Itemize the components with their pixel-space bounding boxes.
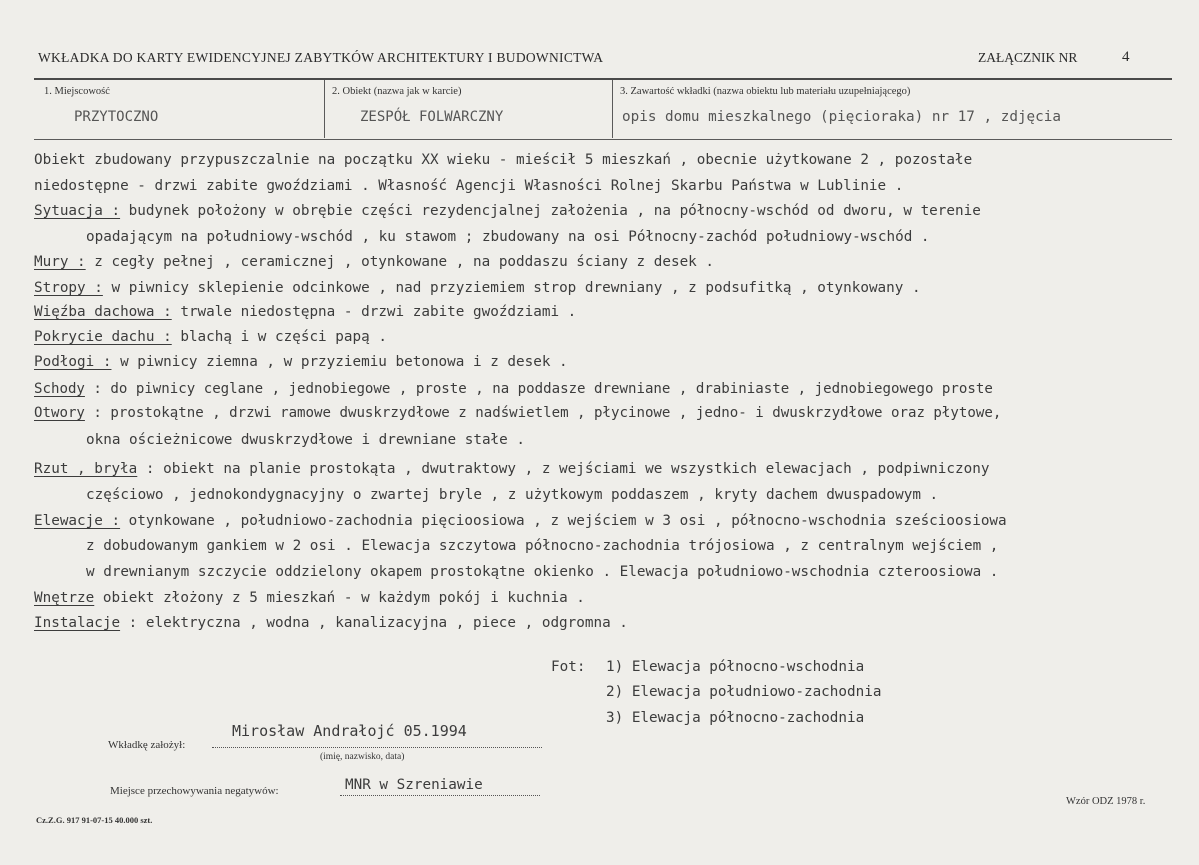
section-text: blachą i w części papą . [171, 329, 387, 345]
section-text: : do piwnicy ceglane , jednobiegowe , proste , na poddasze drewniane , drabiniaste , jednobiegowego proste [84, 381, 993, 397]
print-info: Cz.Z.G. 917 91-07-15 40.000 szt. [36, 815, 153, 825]
section-label: Otwory [34, 405, 85, 421]
section-walls [34, 254, 714, 270]
photos-label: Fot: [551, 659, 586, 675]
text-openings-line2: okna ościeżnicowe dwuskrzydłowe i drewniane stałe . [86, 432, 525, 448]
section-label: Stropy : [34, 280, 103, 296]
section-label: Mury : [34, 254, 86, 270]
text-intro-line2: niedostępne - drzwi zabite gwoździami . Własność Agencji Własności Rolnej Skarbu Państwa w Lublinie . [34, 178, 904, 194]
photo-item: 1) Elewacja północno-wschodnia [606, 659, 865, 675]
field-label-content: 3. Zawartość wkładki (nazwa obiektu lub materiału uzupełniającego) [620, 86, 911, 97]
attachment-number: 4 [1122, 49, 1130, 65]
section-label: Elewacje : [34, 513, 121, 529]
section-ceilings [34, 280, 921, 296]
prepared-by-label: Wkładkę założył: [108, 739, 186, 751]
section-text: w piwnicy ziemna , w przyziemiu betonowa i z desek . [111, 354, 568, 370]
section-label: Więźba dachowa : [34, 304, 172, 320]
section-stairs [34, 381, 993, 397]
section-text: w piwnicy sklepienie odcinkowe , nad przyziemiem strop drewniany , z podsufitką , otynkowany . [102, 280, 921, 296]
negatives-label: Miejsce przechowywania negatywów: [110, 785, 279, 797]
photo-item: 3) Elewacja północno-zachodnia [606, 710, 865, 726]
section-label: Wnętrze [34, 590, 95, 606]
section-interior [34, 590, 585, 606]
section-roof-truss [34, 304, 576, 320]
field-value-object: ZESPÓŁ FOLWARCZNY [360, 109, 504, 125]
section-label: Pokrycie dachu : [34, 329, 172, 345]
field-divider [324, 80, 325, 138]
section-label: Podłogi : [34, 354, 112, 370]
section-label: Rzut , bryła [34, 461, 138, 477]
photo-item: 2) Elewacja południowo-zachodnia [606, 684, 882, 700]
header-rule [34, 78, 1172, 80]
section-situation [34, 203, 981, 219]
section-text: : elektryczna , wodna , kanalizacyjna , piece , odgromna . [120, 615, 628, 631]
fields-rule [34, 139, 1172, 140]
field-divider [612, 80, 613, 138]
section-text: trwale niedostępna - drzwi zabite gwoździami . [171, 304, 577, 320]
text-intro-line1: Obiekt zbudowany przypuszczalnie na początku XX wieku - mieścił 5 mieszkań , obecnie użytkowane 2 , pozostałe [34, 152, 973, 168]
prepared-by-hint: (imię, nazwisko, data) [320, 752, 405, 762]
section-label: Instalacje [34, 615, 121, 631]
card-title: WKŁADKA DO KARTY EWIDENCYJNEJ ZABYTKÓW ARCHITEKTURY I BUDOWNICTWA [38, 50, 604, 65]
section-elevations [34, 513, 1007, 529]
prepared-by-value: Mirosław Andrałojć 05.1994 [232, 722, 467, 740]
text-plan-line2: częściowo , jednokondygnacyjny o zwartej bryle , z użytkowym poddaszem , kryty dachem dwuspadowym . [86, 487, 939, 503]
section-label: Schody [34, 381, 85, 397]
text-elevations-line2: z dobudowanym gankiem w 2 osi . Elewacja szczytowa północno-zachodnia trójosiowa , z centralnym wejściem , [86, 538, 999, 554]
text-situation-line2: opadającym na południowy-wschód , ku stawom ; zbudowany na osi Północny-zachód południowy-wschód . [86, 229, 930, 245]
attachment-label: ZAŁĄCZNIK NR [978, 50, 1078, 65]
field-value-locality: PRZYTOCZNO [74, 109, 159, 125]
section-text: : obiekt na planie prostokąta , dwutraktowy , z wejściami we wszystkich elewacjach , podpiwniczony [137, 461, 990, 477]
section-text: : prostokątne , drzwi ramowe dwuskrzydłowe z nadświetlem , płycinowe , jedno- i dwuskrzydłowe oraz płytowe, [84, 405, 1002, 421]
section-label: Sytuacja : [34, 203, 121, 219]
negatives-value: MNR w Szreniawie [345, 777, 483, 793]
section-plan [34, 461, 989, 477]
section-text: z cegły pełnej , ceramicznej , otynkowane , na poddaszu ściany z desek . [85, 254, 715, 270]
form-template: Wzór ODZ 1978 r. [1066, 796, 1146, 807]
section-floors [34, 354, 568, 370]
section-openings [34, 405, 1001, 421]
section-roofing [34, 329, 387, 345]
text-elevations-line3: w drewnianym szczycie oddzielony okapem prostokątne okienko . Elewacja południowo-wschodnia czteroosiowa . [86, 564, 999, 580]
section-text: budynek położony w obrębie części rezydencjalnej założenia , na północny-wschód od dworu, w terenie [120, 203, 981, 219]
section-text: obiekt złożony z 5 mieszkań - w każdym pokój i kuchnia . [94, 590, 585, 606]
section-installations [34, 615, 628, 631]
field-label-locality: 1. Miejscowość [44, 86, 110, 97]
field-value-content: opis domu mieszkalnego (pięcioraka) nr 17 , zdjęcia [622, 109, 1061, 125]
signature-line [212, 747, 542, 748]
field-label-object: 2. Obiekt (nazwa jak w karcie) [332, 86, 462, 97]
section-text: otynkowane , południowo-zachodnia pięcioosiowa , z wejściem w 3 osi , północno-wschodnia sześcioosiowa [120, 513, 1007, 529]
negatives-line [340, 795, 540, 796]
